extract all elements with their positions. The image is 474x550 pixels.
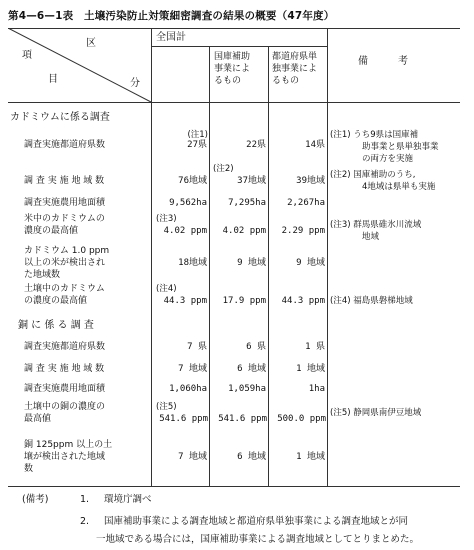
cu-row-4-remark-1: (注5) 静岡県南伊豆地域 (330, 408, 422, 418)
cd-row-6-label-1: 土壌中のカドミウム (24, 284, 105, 294)
cd-row-4-note: (注3) (156, 214, 177, 224)
section-copper: 銅 に 係 る 調 査 (18, 320, 94, 331)
cu-row-4-total: 541.6 ppm (159, 414, 208, 424)
cu-row-4-pref: 500.0 ppm (277, 414, 326, 424)
cd-row-4-total: 4.02 ppm (163, 226, 207, 236)
cd-row-1-total: 27県 (187, 140, 207, 150)
cd-row-4-remark-1: (注3) 群馬県碓氷川流域 (330, 220, 422, 230)
cd-row-2-total: 76地域 (178, 176, 207, 186)
header-item-bun: 分 (130, 78, 140, 89)
header-pref-2: 独事業によ (272, 64, 318, 74)
cd-row-1-pref: 14県 (305, 140, 325, 150)
cd-row-5-subsidy: 9 地域 (237, 258, 266, 268)
header-pref-3: るもの (272, 76, 300, 86)
cd-row-6-total: 44.3 ppm (163, 296, 207, 306)
cd-row-2-subsidy: 37地域 (237, 176, 266, 186)
cd-row-3-label: 調査実施農用地面積 (24, 198, 106, 208)
cu-row-2-label: 調 査 実 施 地 域 数 (24, 364, 105, 374)
cu-row-3-total: 1,060ha (169, 384, 207, 394)
cd-row-3-total: 9,562ha (169, 198, 207, 208)
cd-row-2-remark-2: 4地域は県単も実施 (362, 182, 436, 192)
subheader-rule (151, 46, 327, 47)
cd-row-6-note: (注4) (156, 284, 177, 294)
cu-row-2-total: 7 地域 (178, 364, 207, 374)
cu-row-1-total: 7 県 (187, 342, 207, 352)
header-subsidy-2: 事業によ (214, 64, 251, 74)
cu-row-5-total: 7 地域 (178, 452, 207, 462)
cd-row-4-subsidy: 4.02 ppm (222, 226, 266, 236)
cu-row-2-pref: 1 地域 (296, 364, 325, 374)
cd-row-5-label-1: カドミウム 1.0 ppm (24, 246, 110, 256)
cu-row-3-subsidy: 1,059ha (228, 384, 266, 394)
cd-row-5-label-3: た地域数 (24, 270, 61, 280)
cd-row-6-pref: 44.3 ppm (281, 296, 325, 306)
note-2-number: 2. (80, 516, 90, 527)
header-item-top: 項 (22, 50, 32, 61)
cd-row-2-pref: 39地域 (296, 176, 325, 186)
cd-row-1-subsidy: 22県 (246, 140, 266, 150)
cu-row-3-label: 調査実施農用地面積 (24, 384, 106, 394)
cd-row-6-remark-1: (注4) 福島県磐梯地域 (330, 296, 413, 306)
cd-row-3-subsidy: 7,295ha (228, 198, 266, 208)
cd-row-2-note: (注2) (213, 164, 234, 174)
header-diagonal (8, 28, 152, 103)
cu-row-5-label-2: 壌が検出された地域 (24, 452, 106, 462)
cu-row-5-subsidy: 6 地域 (237, 452, 266, 462)
cd-row-4-remark-2: 地域 (362, 232, 380, 242)
cu-row-1-label: 調査実施都道府県数 (24, 342, 106, 352)
cd-row-1-remark-1: (注1) うち9県は国庫補 (330, 130, 419, 140)
cu-row-4-label-2: 最高値 (24, 414, 52, 424)
cd-row-2-label: 調 査 実 施 地 域 数 (24, 176, 105, 186)
note-1-number: 1. (80, 494, 90, 505)
header-subsidy-3: るもの (214, 76, 242, 86)
col-divider-4 (327, 28, 328, 486)
cu-row-1-subsidy: 6 県 (246, 342, 266, 352)
cu-row-5-label-3: 数 (24, 464, 34, 474)
cd-row-1-note: (注1) (187, 130, 208, 140)
results-table (8, 28, 460, 488)
header-subsidy-1: 国庫補助 (214, 52, 251, 62)
table-bottom-rule (8, 486, 460, 487)
cu-row-2-subsidy: 6 地域 (237, 364, 266, 374)
header-pref-1: 都道府県単 (272, 52, 318, 62)
cd-row-5-total: 18地域 (178, 258, 207, 268)
cd-row-6-label-2: の濃度の最高値 (24, 296, 88, 306)
cu-row-5-label-1: 銅 125ppm 以上の土 (24, 440, 113, 450)
cu-row-4-subsidy: 541.6 ppm (218, 414, 267, 424)
cu-row-4-note: (注5) (156, 402, 177, 412)
cd-row-5-pref: 9 地域 (296, 258, 325, 268)
header-national-total: 全国計 (156, 32, 186, 43)
cd-row-1-remark-2: 助事業と県単独事業 (362, 142, 439, 152)
cu-row-4-label-1: 土壌中の銅の濃度の (24, 402, 106, 412)
table-title: 第4—6—1表 土壌汚染防止対策細密調査の結果の概要（47年度） (8, 10, 335, 22)
notes-heading: (備考) (22, 494, 49, 505)
cd-row-1-label: 調査実施都道府県数 (24, 140, 106, 150)
note-2-text-line-2: 一地域である場合には，国庫補助事業による調査地域としてとりまとめた。 (96, 534, 420, 545)
cu-row-5-pref: 1 地域 (296, 452, 325, 462)
cd-row-4-label-1: 米中のカドミウムの (24, 214, 105, 224)
cu-row-1-pref: 1 県 (305, 342, 325, 352)
header-item-ku: 区 (86, 38, 96, 49)
header-item-bottom: 目 (48, 74, 58, 85)
cd-row-1-remark-3: の両方を実施 (362, 154, 414, 164)
note-2-text-line-1: 国庫補助事業による調査地域と都道府県単独事業による調査地域とが同 (104, 516, 409, 527)
cd-row-4-pref: 2.29 ppm (281, 226, 325, 236)
cd-row-6-subsidy: 17.9 ppm (222, 296, 266, 306)
cu-row-3-pref: 1ha (308, 384, 325, 394)
note-1-text: 環境庁調べ (104, 494, 152, 505)
section-cadmium: カドミウムに係る調査 (10, 112, 110, 123)
cd-row-5-label-2: 以上の米が検出され (24, 258, 106, 268)
cd-row-3-pref: 2,267ha (287, 198, 325, 208)
cd-row-4-label-2: 濃度の最高値 (24, 226, 79, 236)
cd-row-2-remark-1: (注2) 国庫補助のうち, (330, 170, 416, 180)
header-remarks: 備 考 (358, 56, 408, 67)
